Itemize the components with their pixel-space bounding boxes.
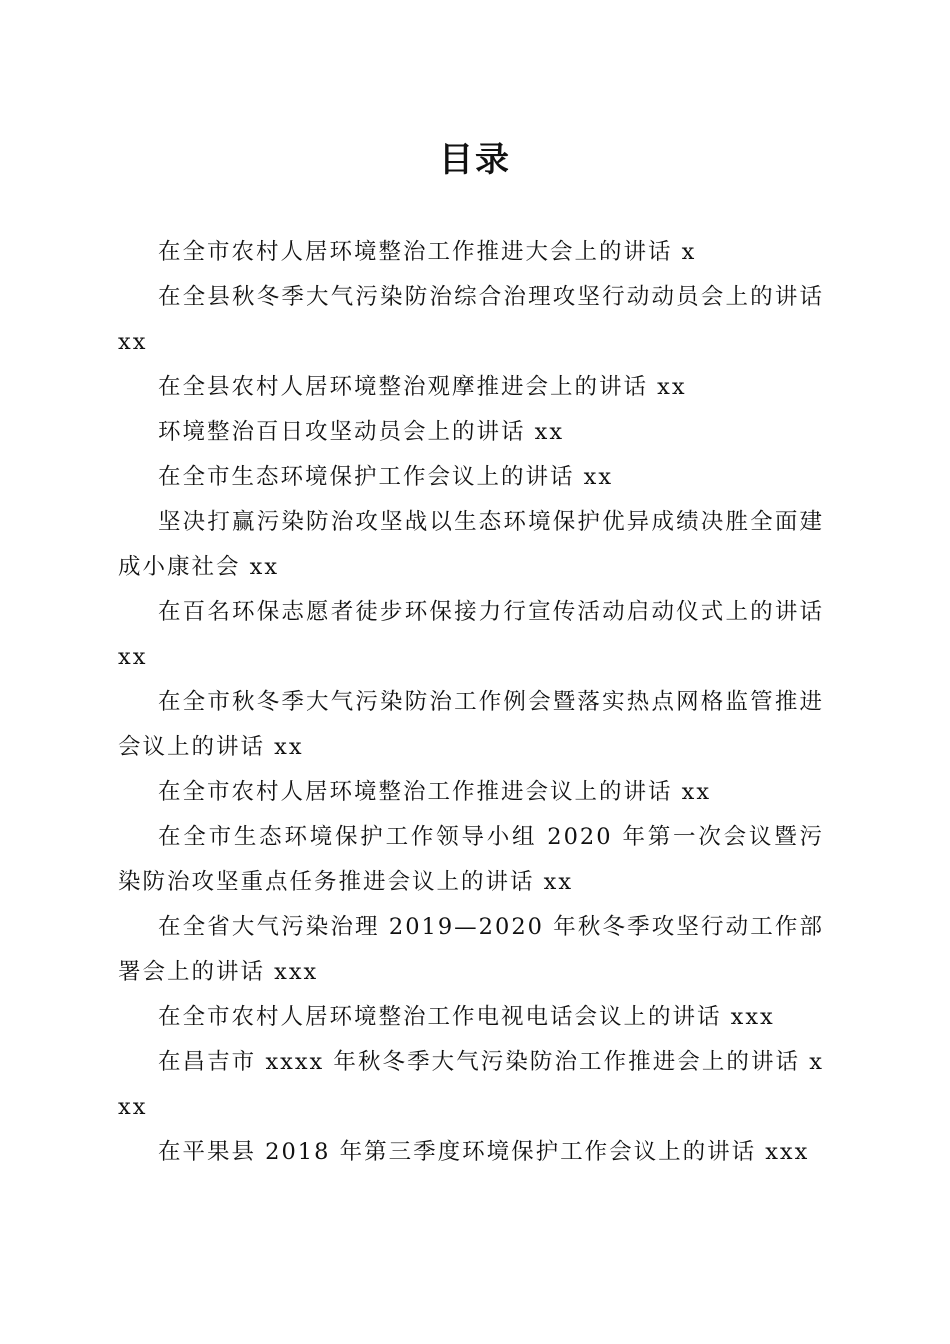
toc-entry: 坚决打赢污染防治攻坚战以生态环境保护优异成绩决胜全面建成小康社会 xx	[118, 509, 824, 580]
toc-entry: 在全市生态环境保护工作领导小组 2020 年第一次会议暨污染防治攻坚重点任务推进会议上的讲话 xx	[118, 824, 824, 895]
toc-entry: 在全省大气污染治理 2019—2020 年秋冬季攻坚行动工作部署会上的讲话 xxx	[118, 914, 824, 985]
toc-entry: 在昌吉市 xxxx 年秋冬季大气污染防治工作推进会上的讲话 xxx	[118, 1049, 824, 1120]
toc-entry: 在全市农村人居环境整治工作推进大会上的讲话 x	[158, 239, 697, 265]
toc-entry: 在百名环保志愿者徒步环保接力行宣传活动启动仪式上的讲话 xx	[118, 599, 824, 670]
toc-entry: 在全市农村人居环境整治工作电视电话会议上的讲话 xxx	[158, 1004, 775, 1030]
toc-entry: 在平果县 2018 年第三季度环境保护工作会议上的讲话 xxx	[158, 1139, 810, 1165]
page-title: 目录	[439, 140, 511, 180]
toc-entry: 在全市农村人居环境整治工作推进会议上的讲话 xx	[158, 779, 712, 805]
toc-entry: 在全市秋冬季大气污染防治工作例会暨落实热点网格监管推进会议上的讲话 xx	[118, 689, 824, 760]
toc-entry: 在全县秋冬季大气污染防治综合治理攻坚行动动员会上的讲话 xx	[118, 284, 824, 355]
toc-entry: 环境整治百日攻坚动员会上的讲话 xx	[158, 419, 565, 445]
toc-entry: 在全县农村人居环境整治观摩推进会上的讲话 xx	[158, 374, 687, 400]
toc-entry: 在全市生态环境保护工作会议上的讲话 xx	[158, 464, 614, 490]
table-of-contents	[118, 230, 824, 1175]
